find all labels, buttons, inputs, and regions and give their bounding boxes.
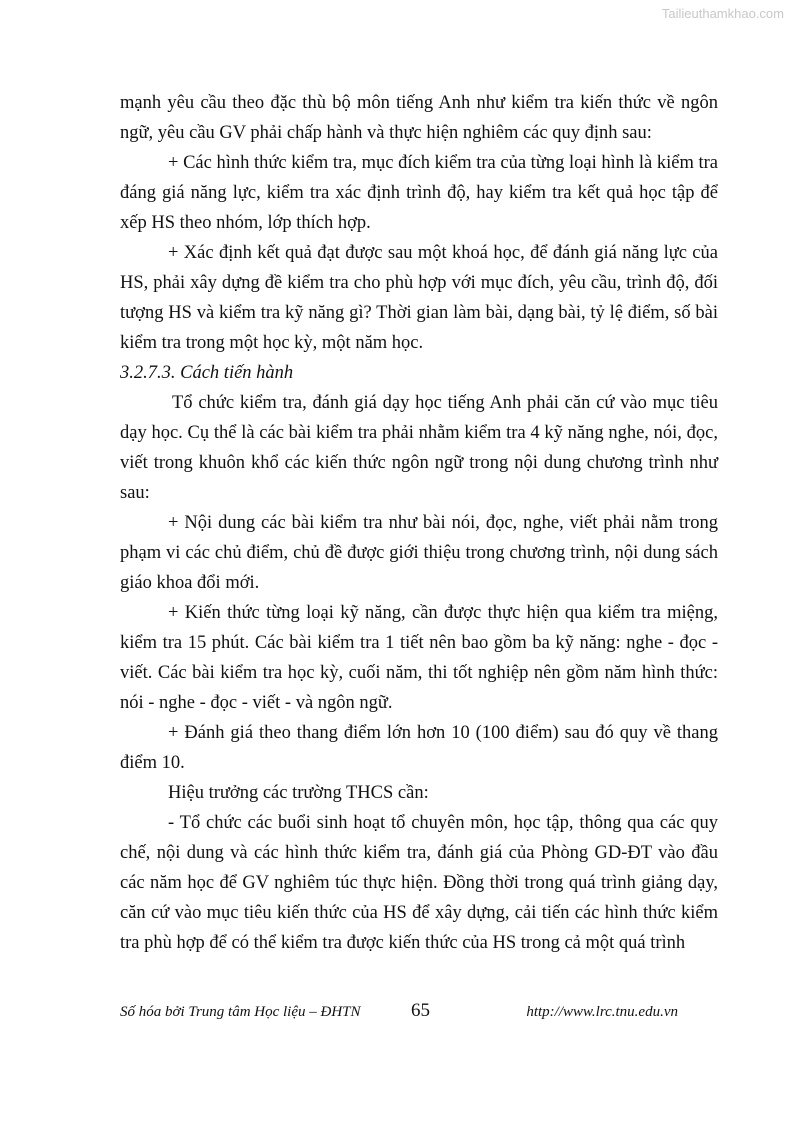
paragraph: + Các hình thức kiểm tra, mục đích kiểm tra của từng loại hình là kiểm tra đáng giá năng lực, kiểm tra xác định trình độ, hay kiểm tra kết quả học tập để xếp HS theo nhóm, lớp thích hợp.	[120, 153, 718, 233]
footer-source: Số hóa bởi Trung tâm Học liệu – ĐHTN	[120, 1004, 361, 1020]
paragraph: Hiệu trưởng các trường THCS cần:	[168, 783, 429, 803]
section-heading: 3.2.7.3. Cách tiến hành	[120, 363, 294, 383]
document-body	[120, 88, 718, 958]
page-number: 65	[411, 1000, 430, 1021]
paragraph: + Đánh giá theo thang điểm lớn hơn 10 (100 điểm) sau đó quy về thang điểm 10.	[120, 723, 718, 773]
watermark: Tailieuthamkhao.com	[661, 6, 784, 21]
footer-url: http://www.lrc.tnu.edu.vn	[526, 1004, 678, 1020]
paragraph: + Xác định kết quả đạt được sau một khoá học, để đánh giá năng lực của HS, phải xây dựng đề kiểm tra cho phù hợp với mục đích, yêu cầu, trình độ, đối tượng HS và kiểm tra kỹ năng gì? Thời gian làm bài, dạng bài, tỷ lệ điểm, số bài kiểm tra trong một học kỳ, một năm học.	[120, 243, 718, 353]
paragraph: - Tổ chức các buổi sinh hoạt tổ chuyên môn, học tập, thông qua các quy chế, nội dung và các hình thức kiểm tra, đánh giá của Phòng GD-ĐT vào đầu các năm học để GV nghiêm túc thực hiện. Đồng thời trong quá trình giảng dạy, căn cứ vào mục tiêu kiến thức của HS để xây dựng, cải tiến các hình thức kiểm tra phù hợp để có thể kiểm tra được kiến thức của HS trong cả một quá trình	[120, 813, 718, 953]
paragraph: + Nội dung các bài kiểm tra như bài nói, đọc, nghe, viết phải nằm trong phạm vi các chủ điểm, chủ đề được giới thiệu trong chương trình, nội dung sách giáo khoa đổi mới.	[120, 513, 718, 593]
paragraph: mạnh yêu cầu theo đặc thù bộ môn tiếng Anh như kiểm tra kiến thức về ngôn ngữ, yêu cầu GV phải chấp hành và thực hiện nghiêm các quy định sau:	[120, 93, 718, 143]
page-footer	[120, 1000, 718, 1030]
paragraph: Tổ chức kiểm tra, đánh giá dạy học tiếng Anh phải căn cứ vào mục tiêu dạy học. Cụ thể là các bài kiểm tra phải nhằm kiểm tra 4 kỹ năng nghe, nói, đọc, viết trong khuôn khổ các kiến thức ngôn ngữ trong nội dung chương trình như sau:	[120, 393, 718, 503]
paragraph: + Kiến thức từng loại kỹ năng, cần được thực hiện qua kiểm tra miệng, kiểm tra 15 phút. Các bài kiểm tra 1 tiết nên bao gồm ba kỹ năng: nghe - đọc - viết. Các bài kiểm tra học kỳ, cuối năm, thi tốt nghiệp nên gồm năm hình thức: nói - nghe - đọc - viết - và ngôn ngữ.	[120, 603, 718, 713]
